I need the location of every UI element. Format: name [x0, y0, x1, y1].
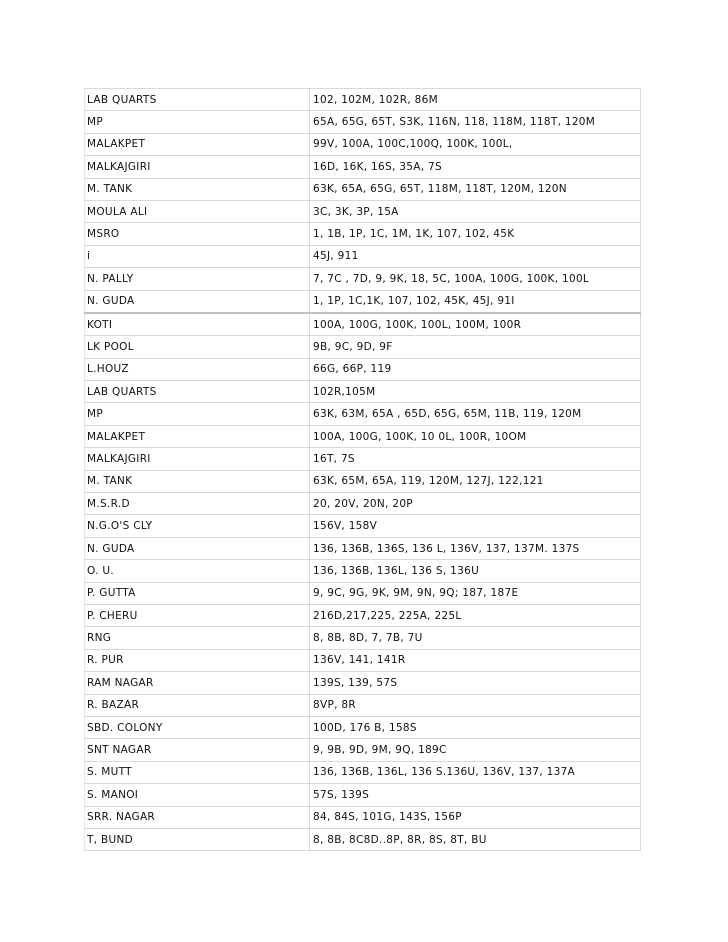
- area-name-cell: MALKAJGIRI: [85, 448, 310, 470]
- area-name-cell: MALAKPET: [85, 133, 310, 155]
- route-numbers-cell: 45J, 911: [310, 245, 641, 267]
- route-numbers-cell: 3C, 3K, 3P, 15A: [310, 200, 641, 222]
- area-name-cell: RNG: [85, 627, 310, 649]
- route-numbers-cell: 9, 9B, 9D, 9M, 9Q, 189C: [310, 739, 641, 761]
- route-numbers-cell: 63K, 65M, 65A, 119, 120M, 127J, 122,121: [310, 470, 641, 492]
- area-name-cell: RAM NAGAR: [85, 672, 310, 694]
- area-name-cell: MOULA ALI: [85, 200, 310, 222]
- route-numbers-cell: 99V, 100A, 100C,100Q, 100K, 100L,: [310, 133, 641, 155]
- table-row: [85, 358, 641, 380]
- table-row: [85, 582, 641, 604]
- route-numbers-cell: 216D,217,225, 225A, 225L: [310, 604, 641, 626]
- area-name-cell: MP: [85, 111, 310, 133]
- route-numbers-cell: 102R,105M: [310, 381, 641, 403]
- bus-routes-table: [84, 88, 641, 851]
- route-numbers-cell: 136, 136B, 136L, 136 S.136U, 136V, 137, 137A: [310, 761, 641, 783]
- route-numbers-cell: 20, 20V, 20N, 20P: [310, 493, 641, 515]
- area-name-cell: SBD. COLONY: [85, 716, 310, 738]
- route-numbers-cell: 63K, 65A, 65G, 65T, 118M, 118T, 120M, 120N: [310, 178, 641, 200]
- table-row: [85, 448, 641, 470]
- table-row: [85, 470, 641, 492]
- area-name-cell: S. MANOI: [85, 784, 310, 806]
- route-numbers-cell: 16T, 7S: [310, 448, 641, 470]
- table-row: [85, 425, 641, 447]
- area-name-cell: R. BAZAR: [85, 694, 310, 716]
- area-name-cell: N. PALLY: [85, 268, 310, 290]
- table-row: [85, 716, 641, 738]
- route-numbers-cell: 100A, 100G, 100K, 100L, 100M, 100R: [310, 313, 641, 336]
- table-row: [85, 223, 641, 245]
- table-row: [85, 493, 641, 515]
- table-row: [85, 133, 641, 155]
- table-row: [85, 761, 641, 783]
- area-name-cell: R. PUR: [85, 649, 310, 671]
- table-row: [85, 627, 641, 649]
- route-numbers-cell: 1, 1B, 1P, 1C, 1M, 1K, 107, 102, 45K: [310, 223, 641, 245]
- table-row: [85, 649, 641, 671]
- bus-routes-table-body: [85, 89, 641, 851]
- table-row: [85, 403, 641, 425]
- route-numbers-cell: 16D, 16K, 16S, 35A, 7S: [310, 156, 641, 178]
- table-row: [85, 515, 641, 537]
- route-numbers-cell: 136, 136B, 136L, 136 S, 136U: [310, 560, 641, 582]
- table-row: [85, 381, 641, 403]
- area-name-cell: M. TANK: [85, 470, 310, 492]
- area-name-cell: LAB QUARTS: [85, 381, 310, 403]
- area-name-cell: N. GUDA: [85, 290, 310, 313]
- route-numbers-cell: 9, 9C, 9G, 9K, 9M, 9N, 9Q; 187, 187E: [310, 582, 641, 604]
- table-row: [85, 313, 641, 336]
- route-numbers-cell: 156V, 158V: [310, 515, 641, 537]
- table-row: [85, 784, 641, 806]
- table-row: [85, 336, 641, 358]
- route-numbers-cell: 9B, 9C, 9D, 9F: [310, 336, 641, 358]
- area-name-cell: N.G.O'S CLY: [85, 515, 310, 537]
- route-numbers-cell: 66G, 66P, 119: [310, 358, 641, 380]
- route-numbers-cell: 8, 8B, 8D, 7, 7B, 7U: [310, 627, 641, 649]
- table-row: [85, 672, 641, 694]
- area-name-cell: LK POOL: [85, 336, 310, 358]
- table-row: [85, 245, 641, 267]
- table-row: [85, 694, 641, 716]
- area-name-cell: SRR. NAGAR: [85, 806, 310, 828]
- route-numbers-cell: 8VP, 8R: [310, 694, 641, 716]
- table-row: [85, 828, 641, 850]
- area-name-cell: MSRO: [85, 223, 310, 245]
- route-numbers-cell: 139S, 139, 57S: [310, 672, 641, 694]
- route-numbers-cell: 1, 1P, 1C,1K, 107, 102, 45K, 45J, 91I: [310, 290, 641, 313]
- route-numbers-cell: 100D, 176 B, 158S: [310, 716, 641, 738]
- route-numbers-cell: 102, 102M, 102R, 86M: [310, 89, 641, 111]
- area-name-cell: MALKAJGIRI: [85, 156, 310, 178]
- area-name-cell: P. GUTTA: [85, 582, 310, 604]
- route-numbers-cell: 136, 136B, 136S, 136 L, 136V, 137, 137M. 137S: [310, 537, 641, 559]
- table-row: [85, 739, 641, 761]
- table-row: [85, 111, 641, 133]
- area-name-cell: S. MUTT: [85, 761, 310, 783]
- table-row: [85, 604, 641, 626]
- table-row: [85, 89, 641, 111]
- table-row: [85, 560, 641, 582]
- area-name-cell: P. CHERU: [85, 604, 310, 626]
- document-page: [84, 88, 640, 851]
- table-row: [85, 806, 641, 828]
- route-numbers-cell: 136V, 141, 141R: [310, 649, 641, 671]
- area-name-cell: N. GUDA: [85, 537, 310, 559]
- table-row: [85, 290, 641, 313]
- table-row: [85, 200, 641, 222]
- area-name-cell: i: [85, 245, 310, 267]
- area-name-cell: SNT NAGAR: [85, 739, 310, 761]
- area-name-cell: M. TANK: [85, 178, 310, 200]
- table-row: [85, 537, 641, 559]
- area-name-cell: MP: [85, 403, 310, 425]
- route-numbers-cell: 84, 84S, 101G, 143S, 156P: [310, 806, 641, 828]
- area-name-cell: O. U.: [85, 560, 310, 582]
- table-row: [85, 178, 641, 200]
- area-name-cell: MALAKPET: [85, 425, 310, 447]
- area-name-cell: KOTI: [85, 313, 310, 336]
- route-numbers-cell: 57S, 139S: [310, 784, 641, 806]
- route-numbers-cell: 100A, 100G, 100K, 10 0L, 100R, 10OM: [310, 425, 641, 447]
- table-row: [85, 156, 641, 178]
- route-numbers-cell: 8, 8B, 8C8D..8P, 8R, 8S, 8T, BU: [310, 828, 641, 850]
- area-name-cell: LAB QUARTS: [85, 89, 310, 111]
- table-row: [85, 268, 641, 290]
- route-numbers-cell: 65A, 65G, 65T, S3K, 116N, 118, 118M, 118T, 120M: [310, 111, 641, 133]
- area-name-cell: L.HOUZ: [85, 358, 310, 380]
- area-name-cell: T, BUND: [85, 828, 310, 850]
- route-numbers-cell: 63K, 63M, 65A , 65D, 65G, 65M, 11B, 119, 120M: [310, 403, 641, 425]
- area-name-cell: M.S.R.D: [85, 493, 310, 515]
- route-numbers-cell: 7, 7C , 7D, 9, 9K, 18, 5C, 100A, 100G, 100K, 100L: [310, 268, 641, 290]
